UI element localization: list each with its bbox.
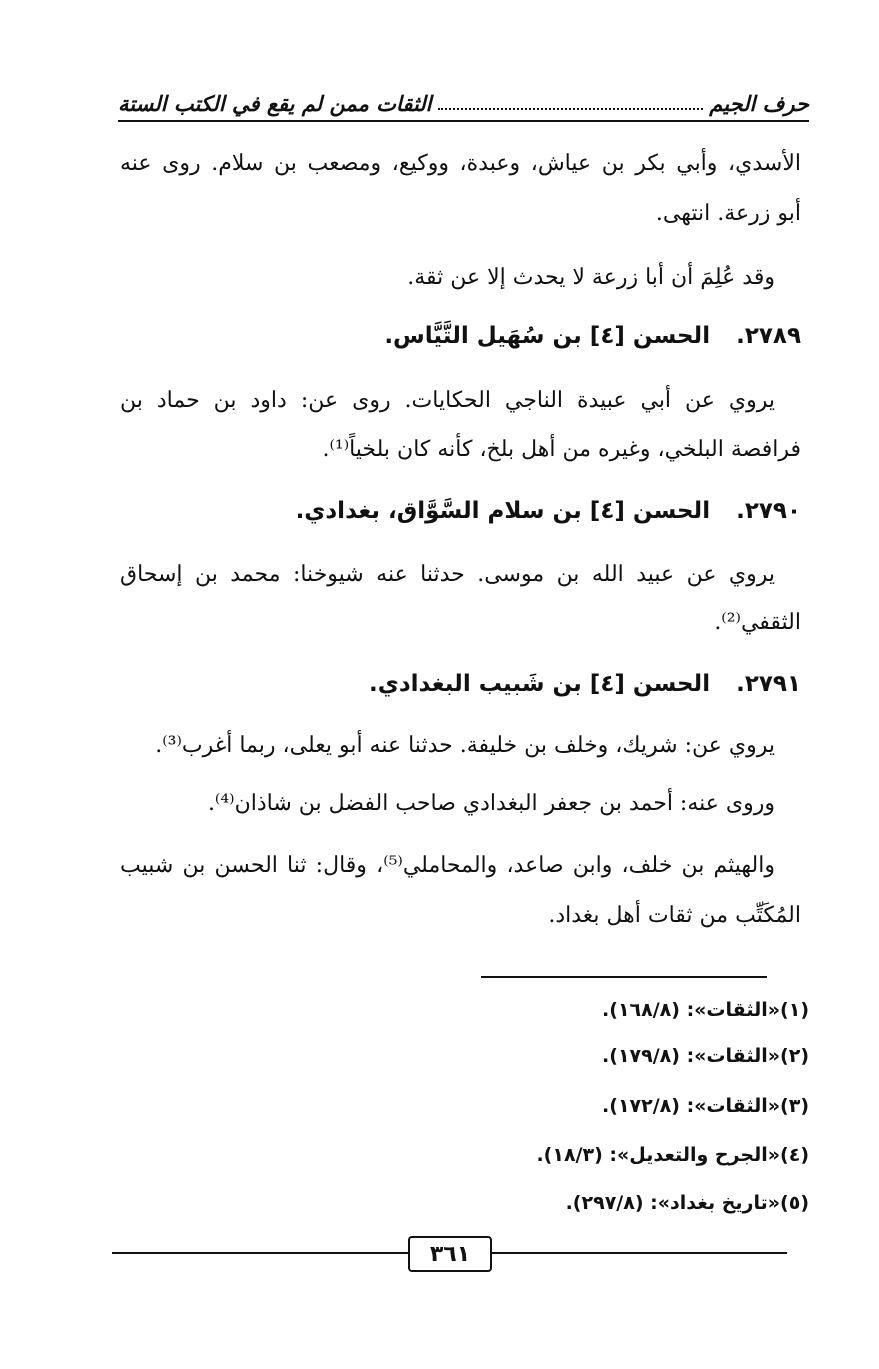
entry-heading [120,667,801,701]
entry-title: الحسن [٤] بن سلام السَّوَّاق، بغدادي. [295,498,711,524]
body-line: أبو زرعة. انتهى. [655,201,801,226]
entry-title: الحسن [٤] بن سُهَيل التَّيَّاس. [384,323,711,349]
footnote: (٢)«الثقات»: (١٧٩/٨). [602,1045,809,1067]
footnote: (٣)«الثقات»: (١٧٢/٨). [602,1095,809,1117]
entry-number: ٢٧٩١. [736,671,801,697]
body-line: والهيثم بن خلف، وابن صاعد، والمحاملي⁽⁵⁾، وقال: ثنا الحسن بن شبيب [120,853,775,878]
book-title: الثقات ممن لم يقع في الكتب الستة [118,91,432,116]
body-line: الأسدي، وأبي بكر بن عياش، وعبدة، ووكيع، ومصعب بن سلام. روى عنه [120,151,801,176]
footnote: (١)«الثقات»: (١٦٨/٨). [602,999,809,1021]
body-line: وروى عنه: أحمد بن جعفر البغدادي صاحب الفضل بن شاذان⁽⁴⁾. [207,791,775,816]
body-line: يروي عن عبيد الله بن موسى. حدثنا عنه شيوخنا: محمد بن إسحاق [120,562,775,587]
chapter-title: حرف الجيم [709,91,809,116]
running-header [118,78,809,122]
entry-number: ٢٧٩٠. [736,498,801,524]
entry-heading [120,319,801,353]
entry-title: الحسن [٤] بن شَبيب البغدادي. [369,671,711,697]
body-line: وقد عُلِمَ أن أبا زرعة لا يحدث إلا عن ثقة. [407,265,775,290]
footnote-separator [481,976,767,978]
body-line: يروي عن: شريك، وخلف بن خليفة. حدثنا عنه أبو يعلى، ربما أغرب⁽³⁾. [155,733,775,758]
footnote: (٤)«الجرح والتعديل»: (١٨/٣). [536,1144,809,1166]
entry-number: ٢٧٨٩. [736,323,801,349]
page-number: ٣٦١ [408,1236,492,1272]
body-line: فرافصة البلخي، وغيره من أهل بلخ، كأنه كان بلخياً⁽¹⁾. [322,437,801,462]
entry-heading [120,494,801,528]
dot-leader [438,108,704,110]
body-line: المُكَتِّب من ثقات أهل بغداد. [548,903,801,928]
body-line: يروي عن أبي عبيدة الناجي الحكايات. روى عن: داود بن حماد بن [120,388,775,413]
footnote: (٥)«تاريخ بغداد»: (٢٩٧/٨). [565,1192,809,1214]
body-line: الثقفي⁽²⁾. [714,610,801,635]
